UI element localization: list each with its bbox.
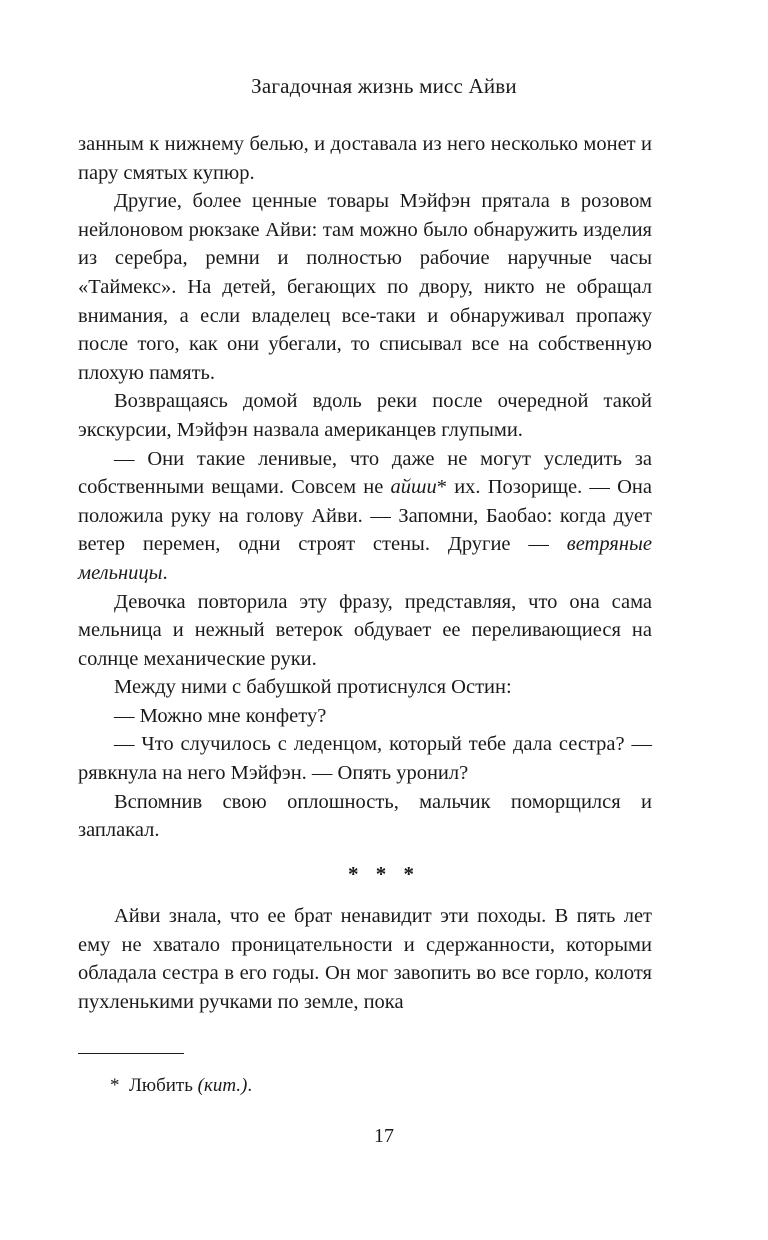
paragraph: Возвращаясь домой вдоль реки после очередной такой экскурсии, Мэйфэн назвала американцев глупыми. xyxy=(78,390,652,441)
paragraph: Другие, более ценные товары Мэйфэн прятала в розовом нейлоновом рюкзаке Айви: там можно было обнаружить изделия из серебра, ремни и полностью рабочие наручные часы «Таймекс». На детей, бегающих по двору, никто не обращал внимания, а если владелец все-таки и обнаруживал пропажу после того, как они убегали, то списывал все на собственную плохую память. xyxy=(78,190,652,384)
italic-phrase: ветряные мельницы xyxy=(78,533,652,584)
page-number: 17 xyxy=(374,1125,394,1147)
paragraph: Девочка повторила эту фразу, представляя, что она сама мельница и нежный ветерок обдувает ее переливающиеся на солнце механические руки. xyxy=(78,590,652,670)
paragraph: Вспомнив свою оплошность, мальчик поморщился и заплакал. xyxy=(78,790,652,842)
dialogue-paragraph xyxy=(78,445,652,588)
dialogue-paragraph: — Можно мне конфету? xyxy=(114,704,327,727)
footnote xyxy=(110,1075,252,1097)
main-text xyxy=(78,130,652,845)
footnote-divider xyxy=(78,1053,184,1054)
dialogue-text: . xyxy=(162,561,168,584)
section-separator: * * * xyxy=(348,862,420,886)
footnote-marker: * xyxy=(110,1075,120,1096)
dialogue-text: — Они такие ленивые, что даже не могут уследить за собственными вещами. Совсем не xyxy=(78,447,652,499)
running-header: Загадочная жизнь мисс Айви xyxy=(251,74,517,98)
dialogue-text: * их. Позорище. — Она положила руку на голову Айви. — Запомни, Баобао: когда дует ветер перемен, одни строят стены. Другие — xyxy=(78,476,652,556)
footnote-italic: (кит.) xyxy=(197,1075,248,1096)
italic-word: айши xyxy=(390,476,437,499)
paragraph: Между ними с бабушкой протиснулся Остин: xyxy=(114,676,512,699)
footnote-end: . xyxy=(247,1075,253,1096)
dialogue-paragraph: — Что случилось с леденцом, который тебе дала сестра? — рявкнула на него Мэйфэн. — Опять уронил? xyxy=(78,733,652,785)
paragraph: Айви знала, что ее брат ненавидит эти походы. В пять лет ему не хватало проницательности и сдержанности, которыми обладала сестра в его годы. Он мог завопить во все горло, колотя пухленькими ручками по земле, пока xyxy=(78,905,652,1013)
paragraph: занным к нижнему белью, и доставала из него несколько монет и пару смятых купюр. xyxy=(78,133,652,184)
footnote-text: Любить xyxy=(129,1075,198,1096)
main-text-continued xyxy=(78,902,652,1016)
